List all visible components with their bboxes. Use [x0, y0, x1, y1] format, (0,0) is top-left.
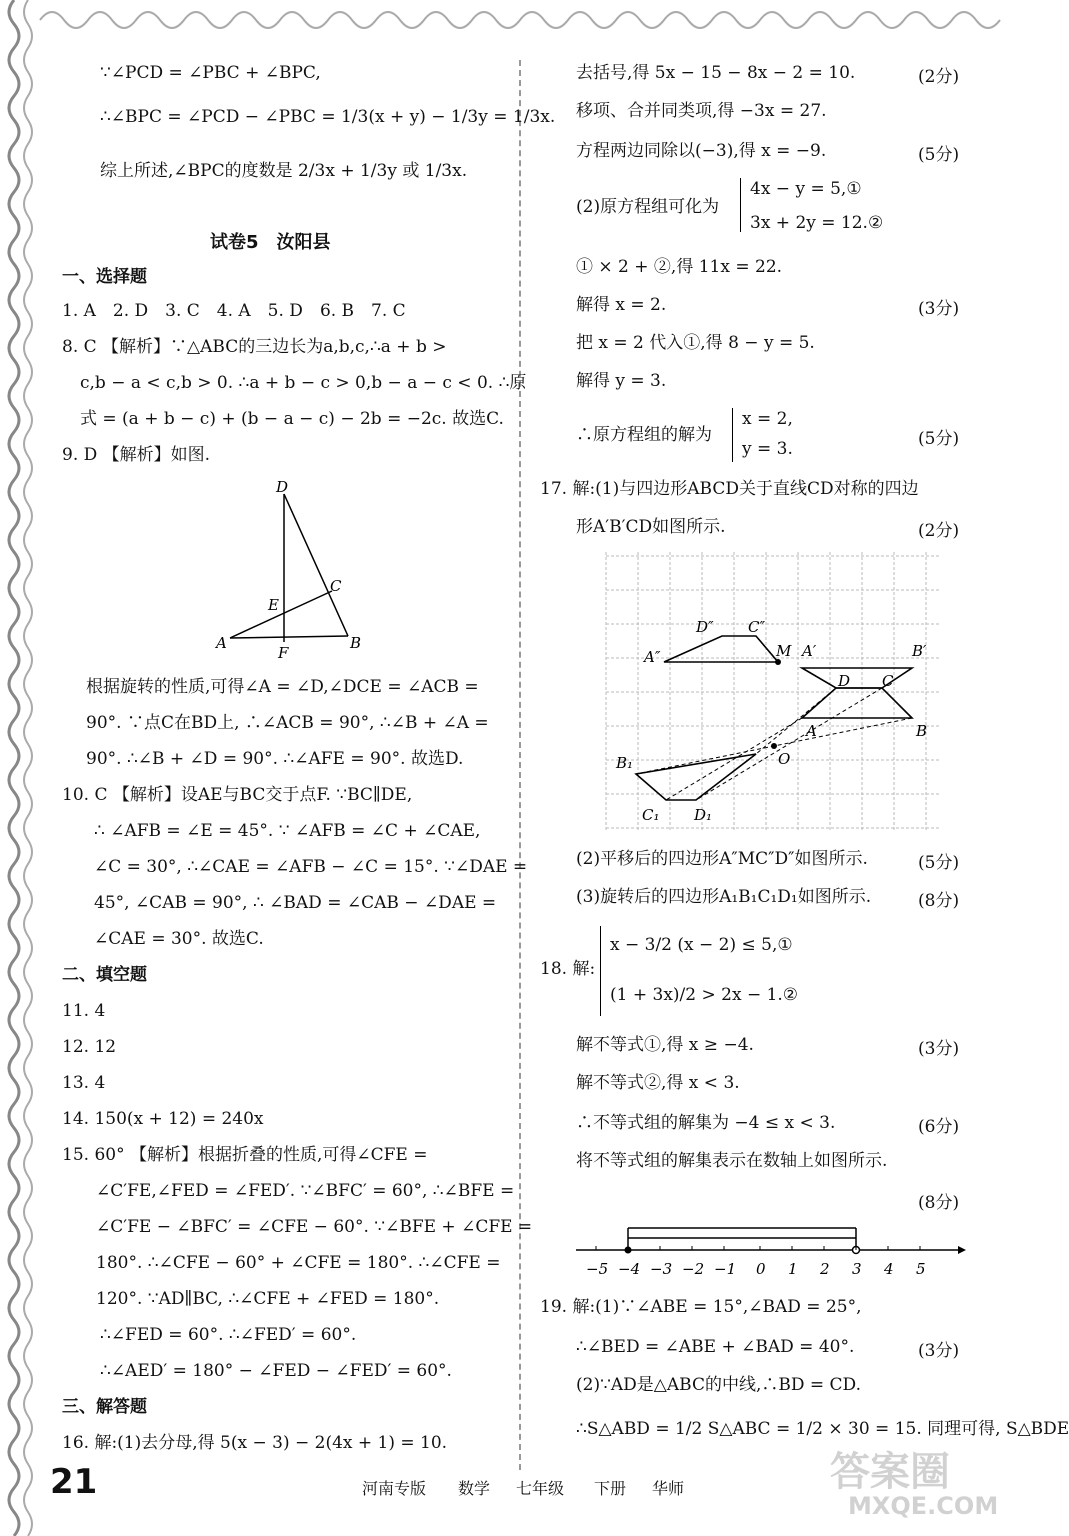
- q15-line-2: ∠C′FE,∠FED = ∠FED′. ∵∠BFC′ = 60°, ∴∠BFE =: [96, 1181, 515, 1201]
- system-eq-2: 3x + 2y = 12.②: [750, 213, 884, 233]
- score-9: (6分): [918, 1117, 960, 1137]
- paper-title: 试卷5 汝阳县: [210, 232, 331, 253]
- left-line-3: 综上所述,∠BPC的度数是 2/3x + 1/3y 或 1/3x.: [100, 161, 468, 181]
- right-line-22: ∴S△ABD = 1/2 S△ABC = 1/2 × 30 = 15. 同理可得, S△BDE: [576, 1419, 1069, 1439]
- number-line: [570, 1218, 970, 1282]
- svg-text:−5: −5: [586, 1260, 609, 1278]
- svg-text:D₁: D₁: [694, 806, 713, 824]
- svg-text:−2: −2: [682, 1260, 705, 1278]
- answer-11: 11. 4: [62, 1001, 106, 1021]
- svg-text:B₁: B₁: [616, 754, 634, 772]
- svg-text:3: 3: [852, 1260, 862, 1278]
- q10-line-1: 10. C 【解析】设AE与BC交于点F. ∵BC∥DE,: [62, 785, 413, 805]
- score-7: (8分): [918, 891, 960, 911]
- right-line-17: ∴不等式组的解集为 −4 ≤ x < 3.: [576, 1113, 836, 1133]
- svg-text:B: B: [916, 722, 928, 740]
- left-line-1: ∵∠PCD = ∠PBC + ∠BPC,: [100, 63, 321, 83]
- fig9-label-f: F: [278, 644, 289, 662]
- right-line-19: 19. 解:(1)∵∠ABE = 15°,∠BAD = 25°,: [540, 1297, 862, 1317]
- right-line-11: 形A′B′CD如图所示.: [576, 517, 726, 537]
- svg-text:A: A: [806, 722, 817, 740]
- q10-line-4: 45°, ∠CAB = 90°, ∴ ∠BAD = ∠CAB − ∠DAE =: [94, 893, 497, 913]
- score-3: (3分): [918, 299, 960, 319]
- score-6: (5分): [918, 853, 960, 873]
- decorative-top-border: [40, 0, 1016, 40]
- q10-line-3: ∠C = 30°, ∴∠CAE = ∠AFB − ∠C = 15°. ∵∠DAE =: [94, 857, 528, 877]
- fig9-label-e: E: [268, 596, 279, 614]
- score-8: (3分): [918, 1039, 960, 1059]
- svg-text:5: 5: [916, 1260, 926, 1278]
- right-line-12: (2)平移后的四边形A″MC″D″如图所示.: [576, 849, 868, 869]
- svg-text:2: 2: [820, 1260, 830, 1278]
- section-heading-fill: 二、填空题: [62, 965, 147, 985]
- right-line-14: 18. 解:: [540, 959, 596, 979]
- column-divider: [519, 60, 521, 1470]
- fig9-label-a: A: [216, 634, 227, 652]
- system-eq-1: 4x − y = 5,①: [750, 179, 862, 199]
- q15-line-5: 120°. ∵AD∥BC, ∴∠CFE + ∠FED = 180°.: [96, 1289, 440, 1309]
- q9-line-4: 90°. ∴∠B + ∠D = 90°. ∴∠AFE = 90°. 故选D.: [86, 749, 464, 769]
- answers-1-7: 1. A 2. D 3. C 4. A 5. D 6. B 7. C: [62, 301, 406, 321]
- section-heading-choice: 一、选择题: [62, 267, 147, 287]
- decorative-wave-border: [0, 0, 48, 1536]
- score-10: (8分): [918, 1193, 960, 1213]
- q8-line-3: 式 = (a + b − c) + (b − a − c) − 2b = −2c. 故选C.: [80, 409, 504, 429]
- watermark-logo: 答案圈: [830, 1449, 950, 1495]
- fig9-label-d: D: [276, 478, 289, 496]
- right-line-21: (2)∵AD是△ABC的中线,∴BD = CD.: [576, 1375, 861, 1395]
- right-line-15: 解不等式①,得 x ≥ −4.: [576, 1035, 754, 1055]
- fig9-label-c: C: [330, 577, 342, 595]
- solution-x: x = 2,: [742, 409, 793, 429]
- score-2: (5分): [918, 145, 960, 165]
- footer-grade: 七年级: [516, 1479, 565, 1498]
- q15-line-6: ∴∠FED = 60°. ∴∠FED′ = 60°.: [100, 1325, 357, 1345]
- q9-line-2: 根据旋转的性质,可得∠A = ∠D,∠DCE = ∠ACB =: [86, 677, 479, 697]
- svg-text:C: C: [882, 672, 894, 690]
- svg-text:−1: −1: [714, 1260, 737, 1278]
- page-number: 21: [50, 1462, 98, 1502]
- solution-y: y = 3.: [742, 439, 793, 459]
- right-line-1: 去括号,得 5x − 15 − 8x − 2 = 10.: [576, 63, 856, 83]
- svg-text:−3: −3: [650, 1260, 673, 1278]
- right-line-2: 移项、合并同类项,得 −3x = 27.: [576, 101, 827, 121]
- q8-line-1: 8. C 【解析】∵△ABC的三边长为a,b,c,∴a + b >: [62, 337, 447, 357]
- answer-12: 12. 12: [62, 1037, 117, 1057]
- svg-text:D: D: [838, 672, 851, 690]
- score-11: (3分): [918, 1341, 960, 1361]
- right-line-6: 解得 x = 2.: [576, 295, 667, 315]
- q16-line-1: 16. 解:(1)去分母,得 5(x − 3) − 2(4x + 1) = 10.: [62, 1433, 448, 1453]
- score-1: (2分): [918, 67, 960, 87]
- svg-text:M: M: [776, 642, 792, 660]
- svg-text:O: O: [778, 750, 791, 768]
- right-line-3: 方程两边同除以(−3),得 x = −9.: [576, 141, 827, 161]
- right-line-9: ∴原方程组的解为: [576, 425, 712, 445]
- q9-triangle-figure: [200, 476, 380, 666]
- brace-3: [600, 926, 605, 1016]
- svg-text:C₁: C₁: [642, 806, 660, 824]
- q9-line-1: 9. D 【解析】如图.: [62, 445, 211, 465]
- brace-2: [732, 408, 737, 462]
- left-line-2: ∴∠BPC = ∠PCD − ∠PBC = 1/3(x + y) − 1/3y = 1/3x.: [100, 107, 556, 127]
- q10-line-2: ∴ ∠AFB = ∠E = 45°. ∵ ∠AFB = ∠C + ∠CAE,: [94, 821, 481, 841]
- q15-line-7: ∴∠AED′ = 180° − ∠FED − ∠FED′ = 60°.: [100, 1361, 452, 1381]
- svg-text:C″: C″: [748, 618, 766, 636]
- svg-text:0: 0: [756, 1260, 766, 1278]
- q17-grid-figure: [606, 552, 940, 830]
- footer-volume: 下册: [594, 1479, 627, 1498]
- right-line-16: 解不等式②,得 x < 3.: [576, 1073, 740, 1093]
- right-line-10: 17. 解:(1)与四边形ABCD关于直线CD对称的四边: [540, 479, 919, 499]
- inequality-1: x − 3/2 (x − 2) ≤ 5,①: [610, 935, 793, 955]
- right-line-4: (2)原方程组可化为: [576, 197, 720, 217]
- svg-text:B′: B′: [912, 642, 927, 660]
- svg-text:−4: −4: [618, 1260, 641, 1278]
- q15-line-1: 15. 60° 【解析】根据折叠的性质,可得∠CFE =: [62, 1145, 428, 1165]
- q15-line-4: 180°. ∴∠CFE − 60° + ∠CFE = 180°. ∴∠CFE =: [96, 1253, 501, 1273]
- score-4: (5分): [918, 429, 960, 449]
- svg-text:4: 4: [884, 1260, 894, 1278]
- right-line-7: 把 x = 2 代入①,得 8 − y = 5.: [576, 333, 815, 353]
- q10-line-5: ∠CAE = 30°. 故选C.: [94, 929, 264, 949]
- watermark-url: MXQE.COM: [848, 1492, 999, 1520]
- footer-subject: 数学: [458, 1479, 491, 1498]
- right-line-18: 将不等式组的解集表示在数轴上如图所示.: [576, 1151, 888, 1171]
- inequality-2: (1 + 3x)/2 > 2x − 1.②: [610, 985, 799, 1005]
- svg-text:1: 1: [788, 1260, 798, 1278]
- answer-13: 13. 4: [62, 1073, 106, 1093]
- footer-edition: 河南专版: [362, 1479, 427, 1498]
- right-line-13: (3)旋转后的四边形A₁B₁C₁D₁如图所示.: [576, 887, 872, 907]
- svg-text:A″: A″: [644, 648, 661, 666]
- right-line-5: ① × 2 + ②,得 11x = 22.: [576, 257, 783, 277]
- footer-publisher: 华师: [652, 1479, 685, 1498]
- brace-1: [740, 178, 745, 232]
- q8-line-2: c,b − a < c,b > 0. ∴a + b − c > 0,b − a − c < 0. ∴原: [80, 373, 527, 393]
- q9-line-3: 90°. ∵点C在BD上, ∴∠ACB = 90°, ∴∠B + ∠A =: [86, 713, 489, 733]
- right-line-20: ∴∠BED = ∠ABE + ∠BAD = 40°.: [576, 1337, 855, 1357]
- fig9-label-b: B: [350, 634, 362, 652]
- score-5: (2分): [918, 521, 960, 541]
- right-line-8: 解得 y = 3.: [576, 371, 667, 391]
- svg-text:D″: D″: [696, 618, 714, 636]
- answer-14: 14. 150(x + 12) = 240x: [62, 1109, 264, 1129]
- svg-text:A′: A′: [802, 642, 817, 660]
- q15-line-3: ∠C′FE − ∠BFC′ = ∠CFE − 60°. ∵∠BFE + ∠CFE =: [96, 1217, 533, 1237]
- section-heading-solve: 三、解答题: [62, 1397, 147, 1417]
